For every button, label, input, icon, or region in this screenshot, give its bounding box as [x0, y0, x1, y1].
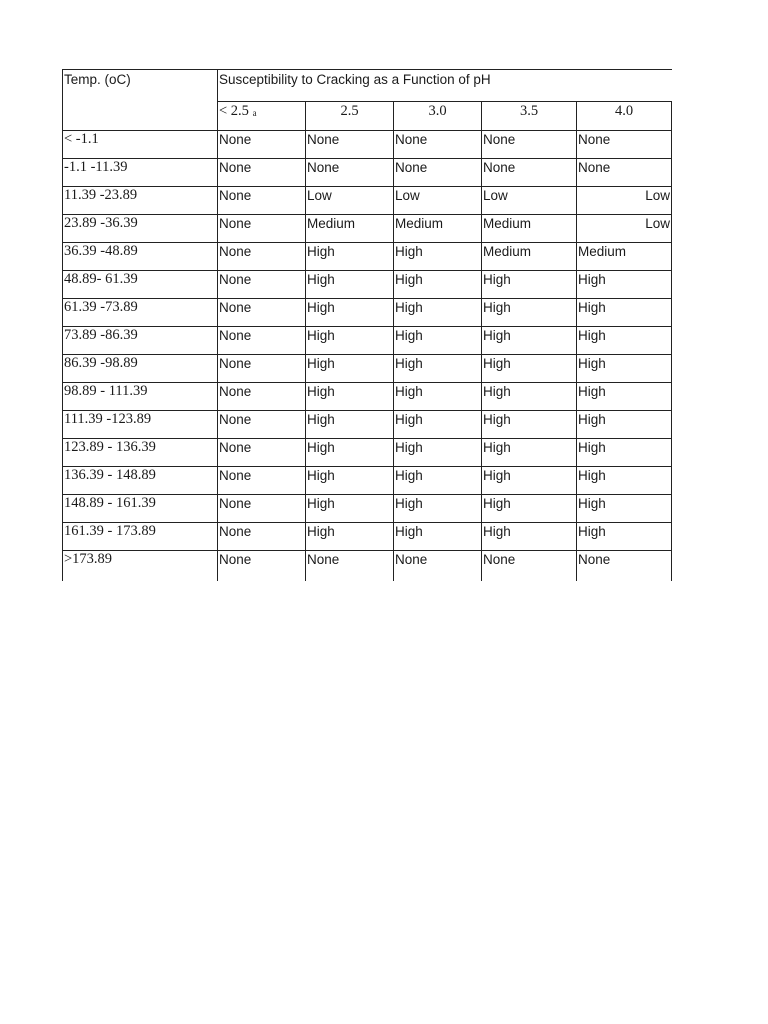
- susceptibility-cell: High: [577, 327, 672, 355]
- susceptibility-cell: High: [482, 467, 577, 495]
- table-row: [63, 215, 672, 243]
- susceptibility-cell: High: [577, 271, 672, 299]
- susceptibility-cell: None: [306, 551, 394, 582]
- susceptibility-cell: High: [306, 495, 394, 523]
- susceptibility-cell: High: [306, 439, 394, 467]
- temp-range-cell: 148.89 - 161.39: [63, 495, 218, 523]
- temp-range-cell: 48.89- 61.39: [63, 271, 218, 299]
- temp-range-cell: -1.1 -11.39: [63, 159, 218, 187]
- susceptibility-cell: None: [218, 271, 306, 299]
- susceptibility-cell: High: [306, 383, 394, 411]
- table-row: [63, 495, 672, 523]
- susceptibility-cell: None: [394, 159, 482, 187]
- temp-range-cell: 61.39 -73.89: [63, 299, 218, 327]
- table-body: [63, 131, 672, 582]
- susceptibility-table: [62, 69, 672, 581]
- susceptibility-cell: Medium: [482, 243, 577, 271]
- susceptibility-cell: High: [482, 383, 577, 411]
- ph-header-2-5: 2.5: [306, 102, 394, 131]
- susceptibility-cell: High: [306, 523, 394, 551]
- susceptibility-cell: None: [577, 131, 672, 159]
- susceptibility-cell: Low: [482, 187, 577, 215]
- susceptibility-cell: Low: [306, 187, 394, 215]
- susceptibility-cell: Medium: [577, 243, 672, 271]
- susceptibility-cell: Low: [577, 187, 672, 215]
- susceptibility-cell: High: [306, 271, 394, 299]
- susceptibility-cell: High: [482, 523, 577, 551]
- temp-range-cell: 86.39 -98.89: [63, 355, 218, 383]
- temp-range-cell: 123.89 - 136.39: [63, 439, 218, 467]
- susceptibility-cell: High: [577, 523, 672, 551]
- susceptibility-cell: None: [218, 187, 306, 215]
- susceptibility-cell: Medium: [482, 215, 577, 243]
- susceptibility-cell: Medium: [306, 215, 394, 243]
- susceptibility-cell: High: [394, 355, 482, 383]
- table-row: [63, 243, 672, 271]
- susceptibility-cell: None: [218, 131, 306, 159]
- susceptibility-cell: Medium: [394, 215, 482, 243]
- susceptibility-cell: High: [482, 355, 577, 383]
- temp-range-cell: 98.89 - 111.39: [63, 383, 218, 411]
- table-row: [63, 551, 672, 582]
- table-row: [63, 383, 672, 411]
- susceptibility-cell: High: [482, 495, 577, 523]
- ph-header-first: [218, 102, 306, 131]
- susceptibility-cell: High: [394, 467, 482, 495]
- susceptibility-cell: High: [577, 355, 672, 383]
- table-row: [63, 271, 672, 299]
- susceptibility-cell: High: [482, 439, 577, 467]
- susceptibility-cell: High: [482, 299, 577, 327]
- susceptibility-cell: None: [482, 551, 577, 582]
- susceptibility-cell: None: [218, 439, 306, 467]
- temp-range-cell: 36.39 -48.89: [63, 243, 218, 271]
- temp-range-cell: 161.39 - 173.89: [63, 523, 218, 551]
- temp-range-cell: 11.39 -23.89: [63, 187, 218, 215]
- susceptibility-cell: High: [394, 327, 482, 355]
- susceptibility-cell: Low: [577, 215, 672, 243]
- temp-header: Temp. (oC): [63, 70, 218, 131]
- susceptibility-cell: High: [306, 355, 394, 383]
- susceptibility-cell: None: [394, 551, 482, 582]
- susceptibility-cell: High: [577, 495, 672, 523]
- susceptibility-cell: High: [394, 523, 482, 551]
- susceptibility-cell: None: [306, 131, 394, 159]
- susceptibility-cell: High: [482, 271, 577, 299]
- table-row: [63, 159, 672, 187]
- susceptibility-cell: None: [306, 159, 394, 187]
- susceptibility-cell: High: [577, 411, 672, 439]
- susceptibility-cell: None: [218, 327, 306, 355]
- susceptibility-cell: None: [577, 551, 672, 582]
- ph-header-3-0: 3.0: [394, 102, 482, 131]
- table-row: [63, 355, 672, 383]
- susceptibility-cell: Low: [394, 187, 482, 215]
- temp-range-cell: 136.39 - 148.89: [63, 467, 218, 495]
- ph-footnote-marker: a: [252, 108, 257, 118]
- susceptibility-cell: None: [218, 411, 306, 439]
- susceptibility-cell: None: [218, 551, 306, 582]
- temp-range-cell: < -1.1: [63, 131, 218, 159]
- susceptibility-cell: High: [394, 495, 482, 523]
- susceptibility-cell: None: [482, 131, 577, 159]
- susceptibility-cell: High: [577, 439, 672, 467]
- susceptibility-cell: High: [306, 411, 394, 439]
- susceptibility-cell: None: [218, 495, 306, 523]
- table-title: Susceptibility to Cracking as a Function of pH: [218, 70, 672, 102]
- susceptibility-cell: None: [218, 159, 306, 187]
- susceptibility-cell: High: [577, 383, 672, 411]
- ph-header-4-0: 4.0: [577, 102, 672, 131]
- table-row: [63, 327, 672, 355]
- temp-range-cell: 111.39 -123.89: [63, 411, 218, 439]
- susceptibility-cell: None: [394, 131, 482, 159]
- ph-header-3-5: 3.5: [482, 102, 577, 131]
- susceptibility-cell: High: [394, 299, 482, 327]
- table-row: [63, 523, 672, 551]
- susceptibility-cell: High: [394, 271, 482, 299]
- susceptibility-cell: None: [482, 159, 577, 187]
- header-row: [63, 70, 672, 102]
- susceptibility-cell: High: [306, 243, 394, 271]
- table-row: [63, 467, 672, 495]
- table-row: [63, 439, 672, 467]
- temp-range-cell: 73.89 -86.39: [63, 327, 218, 355]
- susceptibility-cell: High: [306, 467, 394, 495]
- susceptibility-cell: None: [218, 243, 306, 271]
- table-row: [63, 299, 672, 327]
- susceptibility-cell: None: [218, 523, 306, 551]
- table-row: [63, 187, 672, 215]
- susceptibility-cell: High: [577, 467, 672, 495]
- temp-range-cell: 23.89 -36.39: [63, 215, 218, 243]
- table-row: [63, 411, 672, 439]
- susceptibility-cell: High: [394, 411, 482, 439]
- susceptibility-cell: High: [577, 299, 672, 327]
- susceptibility-cell: High: [306, 327, 394, 355]
- temp-range-cell: >173.89: [63, 551, 218, 582]
- susceptibility-cell: High: [394, 243, 482, 271]
- susceptibility-cell: None: [218, 467, 306, 495]
- susceptibility-cell: High: [482, 411, 577, 439]
- ph-header-first-label: < 2.5: [219, 103, 249, 119]
- susceptibility-cell: None: [577, 159, 672, 187]
- susceptibility-cell: None: [218, 355, 306, 383]
- table-row: [63, 131, 672, 159]
- susceptibility-cell: None: [218, 215, 306, 243]
- susceptibility-cell: None: [218, 383, 306, 411]
- susceptibility-cell: High: [394, 439, 482, 467]
- susceptibility-cell: High: [482, 327, 577, 355]
- susceptibility-cell: None: [218, 299, 306, 327]
- susceptibility-cell: High: [394, 383, 482, 411]
- susceptibility-cell: High: [306, 299, 394, 327]
